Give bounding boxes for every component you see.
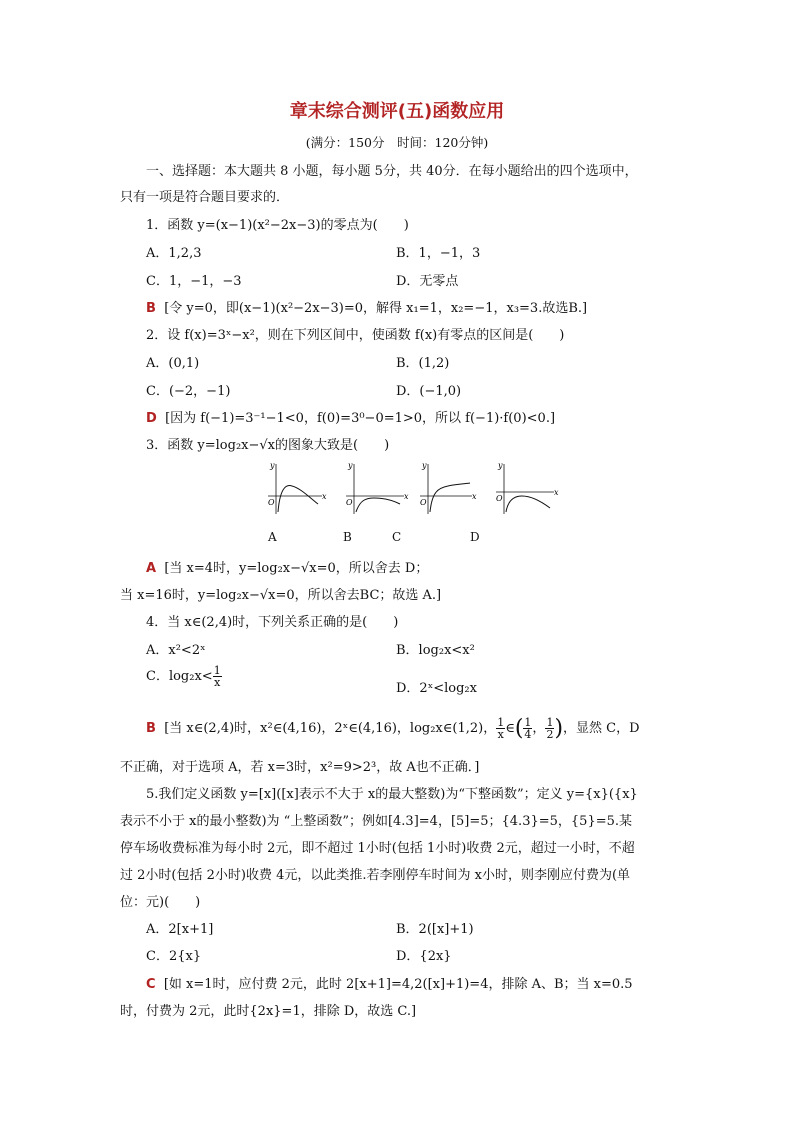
q5-option-b: B．2([x]+1) [396, 922, 474, 937]
graph-d [496, 461, 559, 514]
graph-d-x-label: x [554, 488, 559, 497]
q4-option-b: B．log₂x<x² [396, 643, 475, 658]
q5-stem-line1: 5.我们定义函数 y=[x]([x]表示不大于 x的最大整数)为“下整函数”；定义 y={x}({x} [146, 787, 638, 802]
graph-b [346, 461, 409, 514]
q4-option-a: A．x²<2ˣ [146, 643, 206, 658]
q1-option-b: B．1，−1，3 [396, 246, 481, 261]
graph-d-curve [506, 496, 550, 512]
q4-answer-letter: B [146, 721, 156, 736]
q4-answer-comma: ， [532, 721, 546, 736]
q5-stem-line2: 表示不小于 x的最小整数)为 “上整函数”；例如[4.3]=4，[5]=5；{4.3}=5，{5}=5.某 [120, 814, 633, 829]
q4-frac1-num: 1 [497, 716, 505, 729]
q1-answer-text: [令 y=0，即(x−1)(x²−2x−3)=0，解得 x₁=1，x₂=−1，x₃=3.故选B.] [164, 301, 588, 316]
q2-option-a: A．(0,1) [146, 356, 200, 371]
q2-answer-letter: D [146, 411, 157, 426]
q5-option-d: D．{2x} [396, 949, 452, 964]
q2-stem: 2．设 f(x)=3ˣ−x²，则在下列区间中，使函数 f(x)有零点的区间是( ) [146, 328, 565, 343]
graph-a-x-label: x [322, 492, 327, 501]
graph-d-origin: O [496, 494, 503, 503]
q2-option-b: B．(1,2) [396, 356, 450, 371]
graph-b-curve [356, 498, 400, 512]
graph-b-origin: O [346, 498, 353, 507]
graph-label-c: C [392, 530, 402, 544]
q4-option-c-den: x [214, 676, 221, 689]
q3-answer-line2: 当 x=16时，y=log₂x−√x=0，所以舍去BC；故选 A.] [120, 588, 442, 603]
q4-option-c [146, 665, 222, 688]
q2-answer-text: [因为 f(−1)=3⁻¹−1<0，f(0)=3⁰−0=1>0，所以 f(−1)·f(0)<0.] [165, 411, 556, 426]
graph-a [268, 461, 327, 514]
q2-option-d: D．(−1,0) [396, 384, 462, 399]
q5-answer-line1: [如 x=1时，应付费 2元，此时 2[x+1]=4,2([x]+1)=4，排除 A、B；当 x=0.5 [163, 977, 633, 992]
graph-a-y-label: y [270, 461, 275, 470]
graph-c-x-label: x [472, 492, 477, 501]
exam-info: (满分：150分 时间：120分钟) [305, 135, 489, 150]
q1-option-c: C．1，−1，−3 [146, 274, 242, 289]
q4-answer-part2: ，显然 C，D [563, 721, 640, 736]
q4-stem: 4．当 x∈(2,4)时，下列关系正确的是( ) [146, 615, 399, 630]
q5-stem-line3: 停车场收费标准为每小时 2元，即不超过 1小时(包括 1小时)收费 2元，超过一小时，不超 [120, 841, 635, 856]
graph-b-y-label: y [348, 461, 353, 470]
q2-answer [146, 407, 555, 426]
section-heading-line2: 只有一项是符合题目要求的． [120, 190, 290, 205]
q1-option-d: D．无零点 [396, 274, 459, 289]
q4-frac3-den: 2 [546, 728, 554, 741]
q4-answer-part1: [当 x∈(2,4)时，x²∈(4,16)，2ˣ∈(4,16)，log₂x∈(1,2)， [164, 721, 497, 736]
q4-frac2-num: 1 [524, 716, 532, 729]
q4-option-d: D．2ˣ<log₂x [396, 681, 477, 696]
graph-c-origin: O [420, 498, 427, 507]
q5-answer [146, 973, 633, 992]
q4-answer-in: ∈ [505, 721, 515, 736]
q3-answer-line1: [当 x=4时，y=log₂x−√x=0，所以舍去 D； [164, 561, 429, 576]
section-heading-line1: 一、选择题：本大题共 8 小题，每小题 5分，共 40分．在每小题给出的四个选项中， [146, 164, 638, 179]
q4-frac3-num: 1 [546, 716, 554, 729]
q4-answer: B [当 x∈(2,4)时，x²∈(4,16)，2ˣ∈(4,16)，log₂x∈(1,2)， $\frac{1}{x}$ ∈( $\frac{1}{4}$ ， $\frac{1}{2}$ )，显然 C，D [146, 716, 640, 741]
q5-stem-line4: 过 2小时(包括 2小时)收费 4元，以此类推.若李刚停车时间为 x小时，则李刚应付费为(单 [120, 868, 631, 883]
graph-b-x-label: x [404, 492, 409, 501]
graph-label-b: B [343, 530, 352, 544]
page-title: 章末综合测评(五)函数应用 [289, 101, 505, 122]
q2-option-c: C．(−2，−1) [146, 384, 231, 399]
q5-answer-line2: 时，付费为 2元，此时{2x}=1，排除 D，故选 C.] [120, 1004, 417, 1019]
q3-answer [146, 557, 428, 576]
graph-a-origin: O [268, 498, 275, 507]
q4-frac2-den: 4 [524, 728, 532, 741]
q4-answer-line2: 不正确，对于选项 A，若 x=3时，x²=9>2³，故 A也不正确．] [120, 760, 480, 775]
q1-answer-letter: B [146, 301, 156, 316]
q4-option-c-num: 1 [213, 664, 221, 677]
q5-option-a: A．2[x+1] [146, 922, 214, 937]
q1-stem: 1．函数 y=(x−1)(x²−2x−3)的零点为( ) [146, 218, 409, 233]
q3-answer-letter: A [146, 561, 157, 576]
q1-answer [146, 297, 587, 316]
q5-option-c: C．2{x} [146, 949, 202, 964]
graph-a-curve [278, 486, 318, 512]
q4-answer-frac1 [496, 717, 505, 740]
graph-label-a: A [268, 530, 277, 544]
q3-stem: 3．函数 y=log₂x−√x的图象大致是( ) [146, 438, 390, 453]
q5-stem-line5: 位：元)( ) [120, 895, 201, 910]
graph-c-curve [430, 483, 470, 512]
q4-option-c-prefix: C．log₂x< [146, 669, 213, 684]
q1-option-a: A．1,2,3 [146, 246, 202, 261]
q3-graphs [260, 458, 560, 518]
q5-answer-letter: C [146, 977, 156, 992]
q4-option-c-fraction [213, 665, 222, 688]
graph-label-d: D [470, 530, 480, 544]
q4-frac1-den: x [497, 728, 504, 741]
graph-c-y-label: y [422, 461, 427, 470]
graph-c [420, 461, 477, 514]
graph-d-y-label: y [498, 461, 503, 470]
